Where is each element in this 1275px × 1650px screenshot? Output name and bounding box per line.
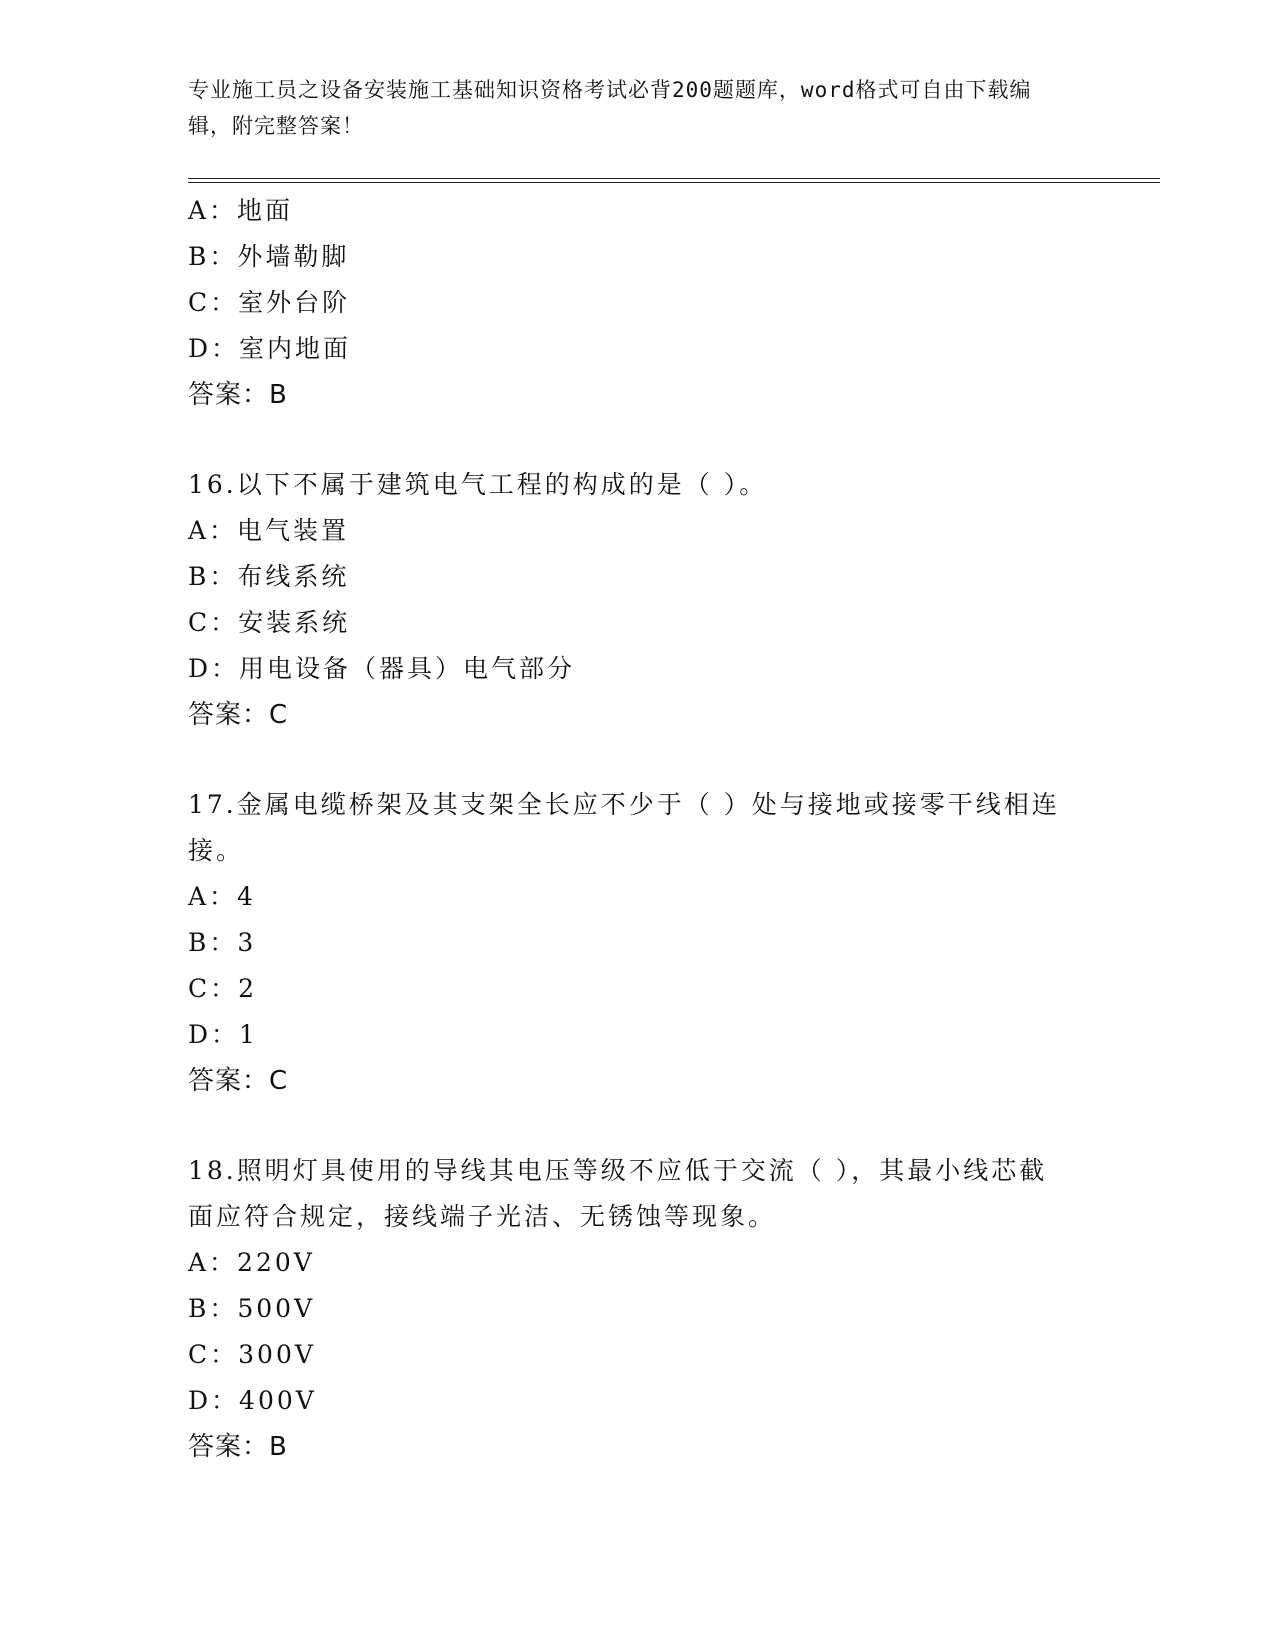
question-block-17 [188,782,1068,1104]
spacer [188,1104,1068,1148]
option-c: C：300V [188,1340,316,1369]
option-b: B：布线系统 [188,562,350,591]
question-list [188,188,1068,1470]
option-b: B：500V [188,1294,316,1323]
document-header: 专业施工员之设备安装施工基础知识资格考试必背200题题库，word格式可自由下载编辑，附完整答案！ [188,78,1032,138]
answer-line: 答案：B [188,1432,288,1462]
question-text: 16.以下不属于建筑电气工程的构成的是（ ）。 [188,470,768,499]
option-c: C：室外台阶 [188,288,351,317]
answer-line: 答案：C [188,1066,289,1096]
option-b: B：外墙勒脚 [188,242,350,271]
option-d: D：室内地面 [188,334,352,363]
option-a: A：地面 [188,196,294,225]
spacer [188,418,1068,462]
option-d: D：用电设备（器具）电气部分 [188,654,576,683]
option-d: D：400V [188,1386,317,1415]
option-c: C：安装系统 [188,608,351,637]
option-a: A：220V [188,1248,315,1277]
option-a: A：4 [188,882,256,911]
option-c: C：2 [188,974,258,1003]
option-a: A：电气装置 [188,516,350,545]
header-divider-bottom [188,182,1160,183]
question-text: 18.照明灯具使用的导线其电压等级不应低于交流（ ），其最小线芯截面应符合规定，接线端子光洁、无锈蚀等现象。 [188,1156,1048,1231]
spacer [188,738,1068,782]
question-block-16 [188,462,1068,738]
option-b: B：3 [188,928,257,957]
answer-line: 答案：B [188,380,288,410]
question-block-15 [188,188,1068,418]
header-divider-top [188,178,1160,179]
answer-line: 答案：C [188,700,289,730]
question-text: 17.金属电缆桥架及其支架全长应不少于（ ）处与接地或接零干线相连接。 [188,790,1060,865]
question-block-18 [188,1148,1068,1470]
option-d: D：1 [188,1020,258,1049]
